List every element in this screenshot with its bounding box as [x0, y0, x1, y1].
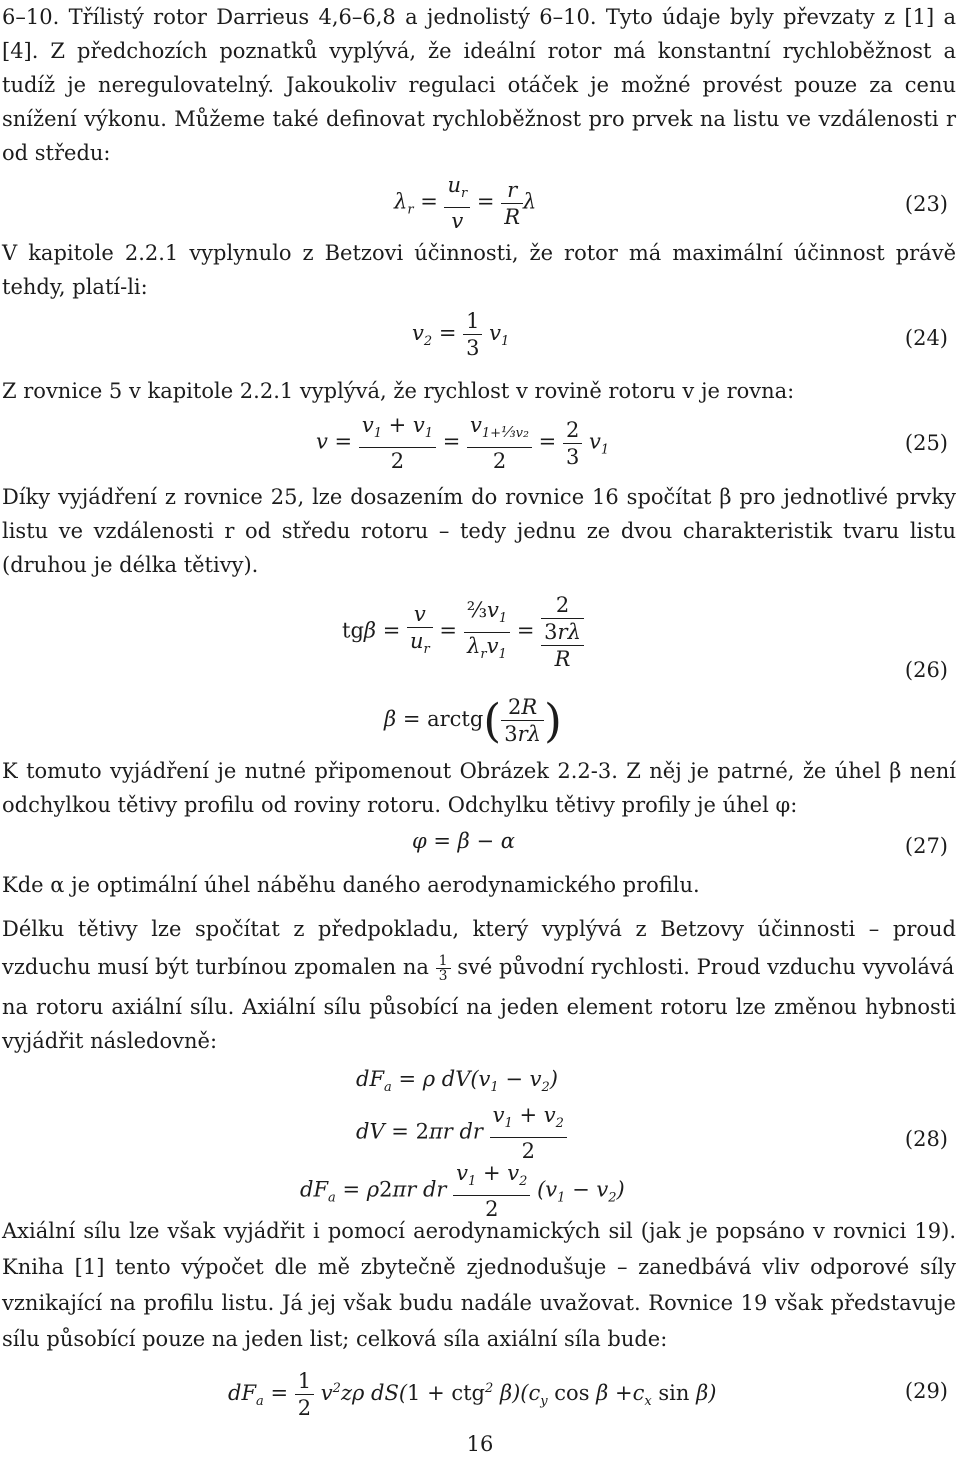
paragraph-line	[2, 952, 954, 983]
paragraph-line: K tomuto vyjádření je nutné připomenout Obrázek 2.2-3. Z něj je patrné, že úhel β není	[2, 759, 956, 783]
paragraph-line: listu ve vzdálenosti r od středu rotoru – tedy jednu ze dvou charakteristik tvaru listu	[2, 519, 956, 543]
equation-29: $dF_a$ = $\frac{1}{2}$ $v^2z\rho$ dS(1 + ctg$^2$ $\beta)(c_y$ $\cos \beta +c_x$ sin β)	[228, 1369, 717, 1420]
paragraph-line: 6–10. Třílistý rotor Darrieus 4,6–6,8 a jednolistý 6–10. Tyto údaje byly převzaty z [1] a	[2, 5, 956, 29]
paragraph-line: vznikající na profilu listu. Já jej však budu nadále uvažovat. Rovnice 19 však představuje	[2, 1291, 956, 1315]
paragraph-line: Axiální sílu lze však vyjádřit i pomocí aerodynamických sil (jak je popsáno v rovnici 19).	[2, 1219, 956, 1243]
equation-28c: $dF_a = \rho 2\pi r$ dr $\frac{v_1 + v_2}{2}$ $(v_1 - v_2)$	[300, 1161, 625, 1221]
page-number: 16	[466, 1432, 494, 1456]
paragraph-text: své původní rychlosti. Proud vzduchu vyvolává	[457, 955, 955, 979]
paragraph-text: vzduchu musí být turbínou zpomalen na	[2, 955, 429, 979]
paragraph-line: Kde α je optimální úhel náběhu daného aerodynamického profilu.	[2, 873, 700, 897]
equation-24: $v_2$ = $\frac{1}{3}$ $v_1$	[412, 309, 510, 360]
paragraph-line: [4]. Z předchozích poznatků vyplývá, že ideální rotor má konstantní rychloběžnost a	[2, 39, 956, 63]
equation-28b: dV = 2πr dr $\frac{v_1 + v_2}{2}$	[356, 1102, 567, 1164]
equation-number: (29)	[904, 1379, 948, 1403]
equation-number: (24)	[904, 326, 948, 350]
paragraph-line: tehdy, platí-li:	[2, 275, 148, 299]
paragraph-line: snížení výkonu. Můžeme také definovat rychloběžnost pro prvek na listu ve vzdálenosti r	[2, 107, 956, 131]
equation-23: $\lambda_r$ = $\frac{u_r}{v}$ = $\frac{r}{R}$ λ	[394, 173, 537, 233]
equation-28a: $dF_a = \rho$ $dV(v_1 - v_2)$	[356, 1067, 558, 1095]
equation-number: (23)	[904, 192, 948, 216]
equation-number: (27)	[904, 834, 948, 858]
paragraph-line: Z rovnice 5 v kapitole 2.2.1 vyplývá, že rychlost v rovině rotoru v je rovna:	[2, 379, 795, 403]
equation-26a: tgβ = $\frac{v}{u_r}$ = $\frac{\frac{2}{3}v_1}{\lambda_rv_1}$ = 2 3rλ R	[342, 592, 584, 672]
paragraph-line: vyjádřit následovně:	[2, 1029, 218, 1053]
paragraph-line: odchylkou tětivy profilu od roviny rotoru. Odchylku tětivy profily je úhel φ:	[2, 793, 798, 817]
paragraph-line: (druhou je délka tětivy).	[2, 553, 259, 577]
paragraph-line: na rotoru axiální sílu. Axiální sílu působící na jeden element rotoru lze změnou hybnosti	[2, 995, 956, 1019]
equation-number: (26)	[904, 658, 948, 682]
paragraph-line: Délku tětivy lze spočítat z předpokladu, který vyplývá z Betzovy účinnosti – proud	[2, 917, 956, 941]
paragraph-line: od středu:	[2, 141, 111, 165]
paragraph-line: Díky vyjádření z rovnice 25, lze dosazením do rovnice 16 spočítat β pro jednotlivé prvky	[2, 485, 956, 509]
equation-25: v = $\frac{v_1 + v_1}{2}$ = $\frac{v_{1+\frac{1}{3}v_2}}{2}$ = $\frac{2}{3}$ $v_1$	[316, 413, 610, 473]
paragraph-line: tudíž je neregulovatelný. Jakoukoliv regulaci otáček je možné provést pouze za cenu	[2, 73, 956, 97]
equation-number: (28)	[904, 1127, 948, 1151]
paragraph-line: Kniha [1] tento výpočet dle mě zbytečně zjednodušuje – zanedbává vliv odporové síly	[2, 1255, 956, 1279]
paragraph-line: sílu působící pouze na jeden list; celková síla axiální síla bude:	[2, 1327, 668, 1351]
equation-27: φ = β − α	[412, 829, 515, 853]
equation-number: (25)	[904, 431, 948, 455]
equation-26b: β = arctg( $\frac{2R}{3r\lambda}$ )	[384, 693, 562, 748]
paragraph-line: V kapitole 2.2.1 vyplynulo z Betzovi účinnosti, že rotor má maximální účinnost právě	[2, 241, 956, 265]
one-third-fraction: $\frac{1}{3}$	[436, 954, 451, 983]
